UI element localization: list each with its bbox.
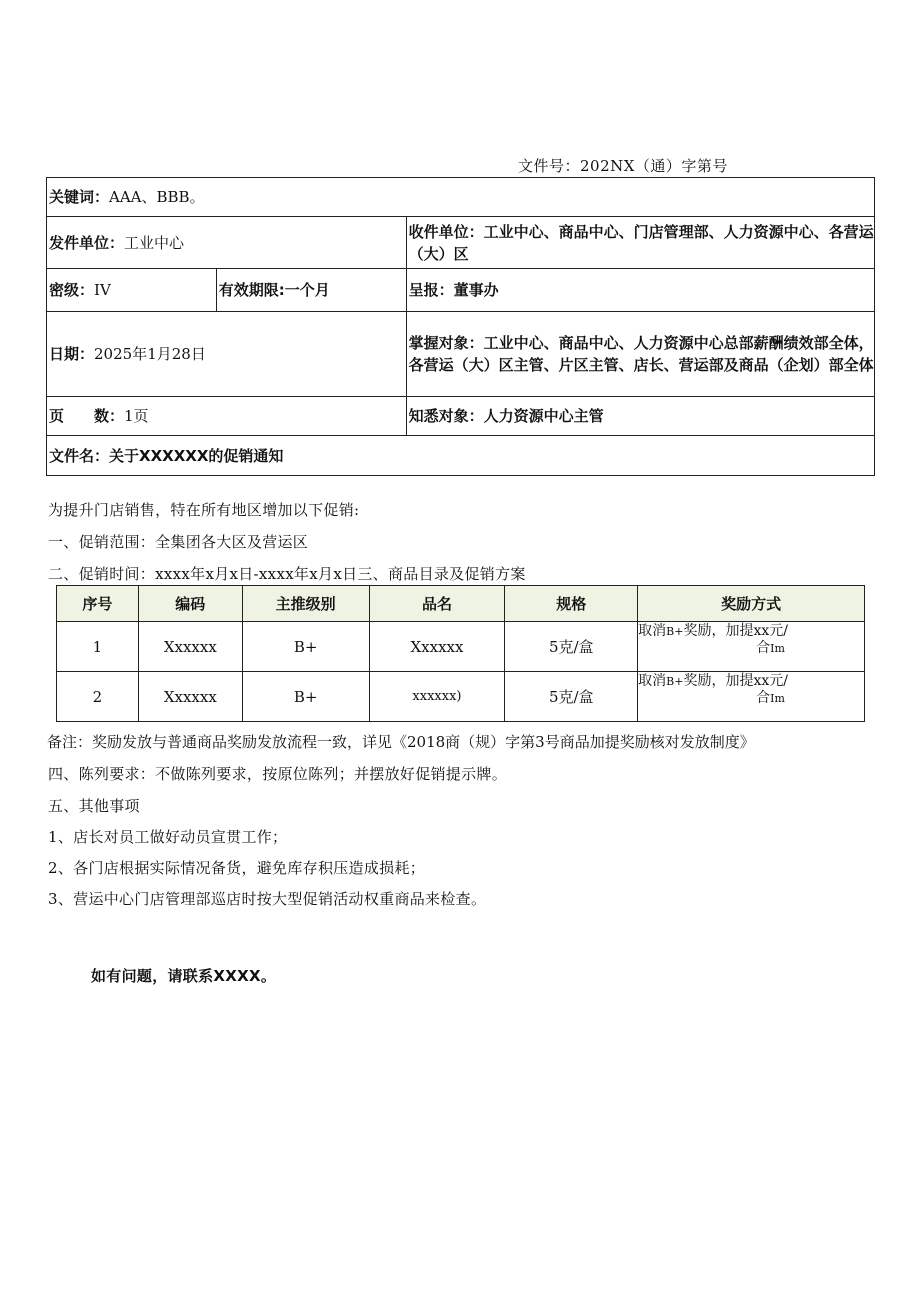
row-spec: 5克/盒 xyxy=(505,622,638,672)
row-reward xyxy=(638,622,865,672)
reward-unit: 合Im xyxy=(756,690,785,706)
file-name-cell: 文件名：关于XXXXXX的促销通知 xyxy=(47,436,875,476)
row-level: B+ xyxy=(242,672,369,722)
aware-audience-cell: 知悉对象：人力资源中心主管 xyxy=(406,397,874,436)
table-row xyxy=(57,672,865,722)
row-code: Xxxxxx xyxy=(138,622,242,672)
reward-text: 奖励，加提xx元/ xyxy=(683,623,788,639)
intro-text: 为提升门店销售，特在所有地区增加以下促销: xyxy=(48,501,360,519)
other-item-3: 3、营运中心门店管理部巡店时按大型促销活动权重商品来检查。 xyxy=(48,890,487,908)
header-code: 编码 xyxy=(138,586,242,622)
keywords-value: AAA、BBB。 xyxy=(109,188,205,206)
sender-value: 工业中心 xyxy=(124,233,185,252)
pages-cell xyxy=(47,397,407,436)
row-spec: 5克/盒 xyxy=(505,672,638,722)
header-reward: 奖励方式 xyxy=(638,586,865,622)
keywords-label: 关键词： xyxy=(49,188,110,206)
note-text: 备注：奖励发放与普通商品奖励发放流程一致，详见《2018商（规）字第3号商品加提奖励核对发放制度》 xyxy=(47,733,755,751)
document-info-table xyxy=(46,177,875,476)
reward-prefix: 取消 xyxy=(638,673,667,689)
display-requirement: 四、陈列要求：不做陈列要求，按原位陈列；并摆放好促销提示牌。 xyxy=(48,765,508,783)
promo-time: 二、促销时间：xxxx年x月x日-xxxx年x月x日三、商品目录及促销方案 xyxy=(48,565,526,583)
reward-prefix: 取消 xyxy=(638,623,667,639)
header-name: 品名 xyxy=(369,586,505,622)
header-spec: 规格 xyxy=(505,586,638,622)
row-code: Xxxxxx xyxy=(138,672,242,722)
pages-label: 页 数： xyxy=(49,407,125,425)
receiver-cell: 收件单位：工业中心、商品中心、门店管理部、人力资源中心、各营运（大）区 xyxy=(406,217,874,269)
keywords-cell xyxy=(47,178,875,217)
table-row xyxy=(57,622,865,672)
contact-text: 如有问题，请联系XXXX。 xyxy=(91,967,277,985)
file-number: 文件号：202NX（通）字第号 xyxy=(518,157,728,175)
secret-level-cell xyxy=(47,269,217,312)
reward-text: 奖励，加提xx元/ xyxy=(683,673,788,689)
sender-label: 发件单位： xyxy=(49,233,125,252)
date-cell xyxy=(47,312,407,397)
row-no: 1 xyxy=(57,622,139,672)
product-table xyxy=(56,585,865,722)
header-level: 主推级别 xyxy=(242,586,369,622)
reward-level: B+ xyxy=(666,625,684,638)
report-cell: 呈报：董事办 xyxy=(406,269,874,312)
other-item-1: 1、店长对员工做好动员宣贯工作； xyxy=(48,828,288,846)
other-item-2: 2、各门店根据实际情况备货，避免库存积压造成损耗； xyxy=(48,859,426,877)
promo-scope: 一、促销范围：全集团各大区及营运区 xyxy=(48,533,309,551)
row-name: xxxxxx) xyxy=(369,672,505,722)
reward-level: B+ xyxy=(666,675,684,688)
date-value: 2025年1月28日 xyxy=(94,345,206,363)
date-label: 日期： xyxy=(49,345,95,363)
secret-label: 密级： xyxy=(49,281,95,299)
reward-unit: 合Im xyxy=(756,640,785,656)
validity-cell: 有效期限:一个月 xyxy=(216,269,406,312)
header-no: 序号 xyxy=(57,586,139,622)
other-matters-heading: 五、其他事项 xyxy=(48,797,140,815)
row-reward xyxy=(638,672,865,722)
row-name: Xxxxxx xyxy=(369,622,505,672)
sender-cell xyxy=(47,217,407,269)
row-level: B+ xyxy=(242,622,369,672)
secret-value: IV xyxy=(94,281,111,299)
pages-value: 1页 xyxy=(124,407,149,425)
master-audience-cell: 掌握对象：工业中心、商品中心、人力资源中心总部薪酬绩效部全体，各营运（大）区主管、片区主管、店长、营运部及商品（企划）部全体 xyxy=(406,312,874,397)
product-table-header xyxy=(57,586,865,622)
row-no: 2 xyxy=(57,672,139,722)
